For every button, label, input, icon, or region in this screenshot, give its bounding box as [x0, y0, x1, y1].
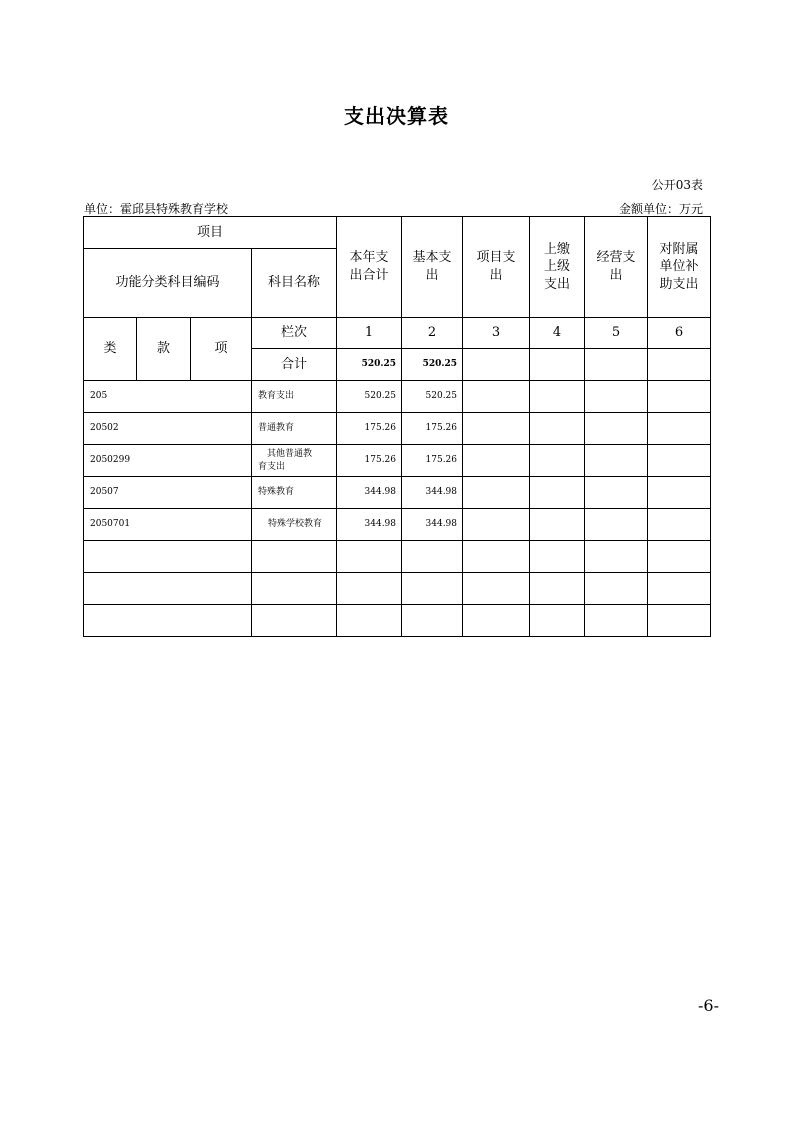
row-name: 普通教育: [252, 413, 337, 445]
table-row: [84, 509, 711, 541]
row-total: 344.98: [337, 477, 402, 509]
form-code: 公开03表: [651, 178, 703, 192]
table-row: [84, 445, 711, 477]
page-title: 支出决算表: [344, 104, 449, 128]
col-num-2: 2: [402, 318, 463, 349]
header-subject-name: 科目名称: [252, 249, 337, 318]
row-total: 175.26: [337, 413, 402, 445]
row-code: 20502: [84, 413, 252, 445]
row-basic: 344.98: [402, 477, 463, 509]
money-unit: 金额单位：万元: [618, 202, 703, 216]
empty-row: [84, 541, 711, 573]
row-code: 205: [84, 381, 252, 413]
row-basic: 520.25: [402, 381, 463, 413]
row-basic: 344.98: [402, 509, 463, 541]
col-num-3: 3: [463, 318, 530, 349]
table-row: [84, 381, 711, 413]
row-basic: 175.26: [402, 413, 463, 445]
row-total: 520.25: [337, 381, 402, 413]
row-name: 其他普通教育支出: [252, 445, 337, 477]
header-lei: 类: [84, 318, 137, 381]
header-func-code: 功能分类科目编码: [84, 249, 252, 318]
col-num-5: 5: [585, 318, 648, 349]
row-name: 特殊学校教育: [252, 509, 337, 541]
row-code: 2050701: [84, 509, 252, 541]
header-total: 本年支出合计: [337, 217, 402, 318]
header-upper: 上缴上级支出: [530, 217, 585, 318]
row-basic: 175.26: [402, 445, 463, 477]
header-subsidy: 对附属单位补助支出: [648, 217, 711, 318]
row-name: 教育支出: [252, 381, 337, 413]
header-business: 经营支出: [585, 217, 648, 318]
total-label: 合计: [252, 349, 337, 381]
unit-label: 单位：霍邱县特殊教育学校: [84, 202, 229, 216]
col-num-4: 4: [530, 318, 585, 349]
row-code: 2050299: [84, 445, 252, 477]
empty-row: [84, 605, 711, 637]
header-kuan: 款: [137, 318, 191, 381]
header-xiang: 项: [191, 318, 252, 381]
row-total: 344.98: [337, 509, 402, 541]
total-basic-value: 520.25: [402, 349, 463, 381]
table-row: [84, 477, 711, 509]
expenditure-table: [83, 216, 711, 637]
header-lanci: 栏次: [252, 318, 337, 349]
empty-row: [84, 573, 711, 605]
col-num-6: 6: [648, 318, 711, 349]
col-num-1: 1: [337, 318, 402, 349]
total-value: 520.25: [337, 349, 402, 381]
table-row: [84, 413, 711, 445]
page-number: -6-: [698, 996, 719, 1015]
row-code: 20507: [84, 477, 252, 509]
row-name: 特殊教育: [252, 477, 337, 509]
header-project: 项目: [84, 217, 337, 249]
row-total: 175.26: [337, 445, 402, 477]
header-basic: 基本支出: [402, 217, 463, 318]
header-project-exp: 项目支出: [463, 217, 530, 318]
